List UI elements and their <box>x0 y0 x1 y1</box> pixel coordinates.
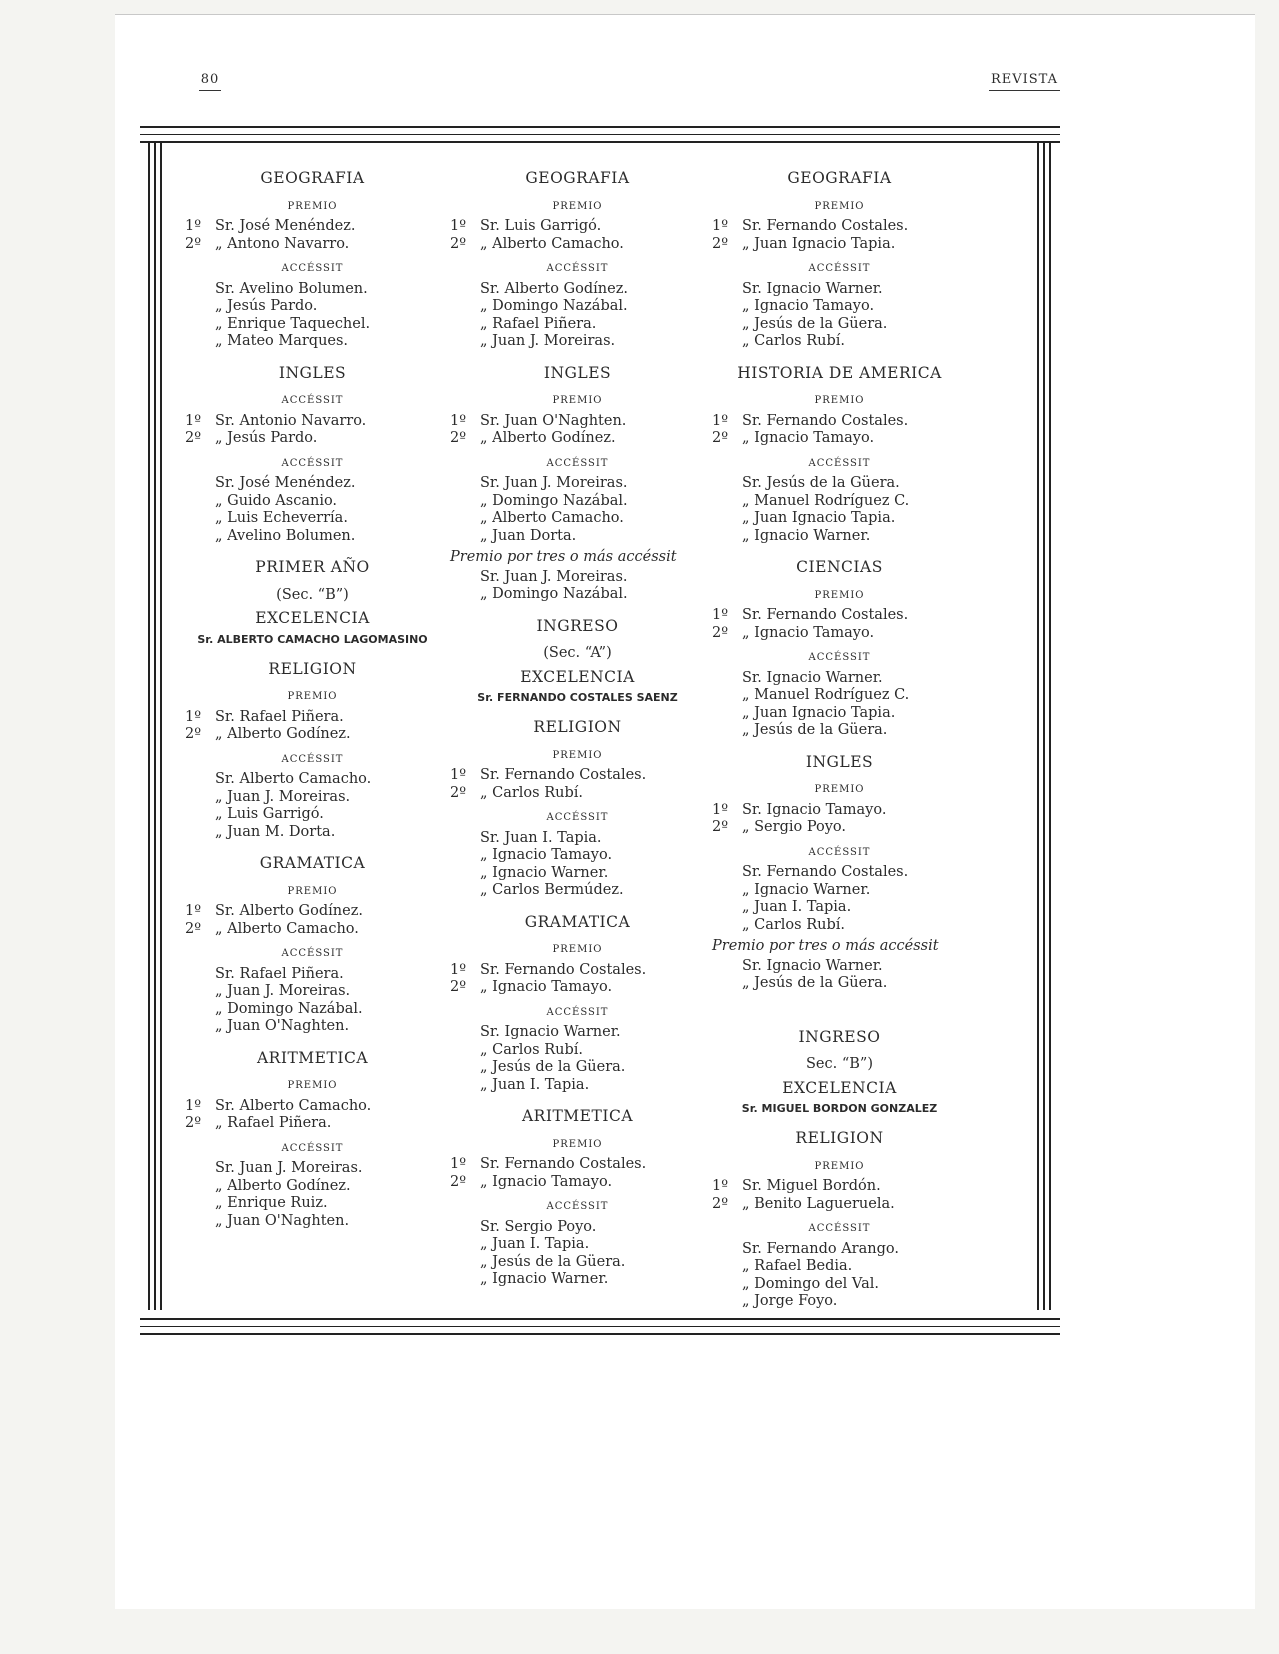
section-title: ARITMETICA <box>256 1048 369 1067</box>
award-entry <box>450 865 705 883</box>
award-entry <box>450 1236 705 1254</box>
award-label: ACCÉSSIT <box>808 457 871 469</box>
award-label: PREMIO <box>287 885 338 897</box>
awardee-name: „ Ignacio Tamayo. <box>742 430 875 446</box>
award-entry <box>185 510 440 528</box>
rank-label: 1º <box>185 218 202 234</box>
award-label: ACCÉSSIT <box>808 263 871 274</box>
awardee-name: „ Juan Ignacio Tapia. <box>742 235 896 252</box>
award-entry <box>450 1042 705 1060</box>
award-label: ACCÉSSIT <box>808 1223 871 1234</box>
award-entry <box>185 333 440 351</box>
award-entry <box>450 1271 705 1289</box>
awardee-name: „ Juan I. Tapia. <box>480 1236 590 1252</box>
awardee-name: „ Manuel Rodríguez C. <box>742 492 910 509</box>
award-entry <box>450 847 705 865</box>
awardee-name: Sr. Rafael Piñera. <box>215 708 344 725</box>
award-entry <box>450 569 705 587</box>
awardee-name: „ Carlos Rubí. <box>742 333 845 349</box>
awardee-name: „ Juan Ignacio Tapia. <box>742 704 896 721</box>
award-label: PREMIO <box>814 784 865 795</box>
awardee-name: „ Jesús de la Güera. <box>742 722 888 738</box>
rank-label: 1º <box>450 961 467 978</box>
award-entry <box>712 722 967 740</box>
award-entry <box>185 1213 440 1231</box>
award-entry <box>712 316 967 334</box>
awardee-name: Sr. Ignacio Warner. <box>742 957 883 974</box>
awardee-name: „ Avelino Bolumen. <box>215 527 356 544</box>
award-entry <box>712 1293 967 1311</box>
excelencia-heading: EXCELENCIA <box>520 667 635 686</box>
awardee-name: „ Carlos Bermúdez. <box>480 882 624 898</box>
excelencia-heading: EXCELENCIA <box>782 1078 897 1097</box>
rank-label: 2º <box>450 235 467 252</box>
column-2 <box>450 170 705 1289</box>
award-entry <box>712 281 967 299</box>
award-entry <box>185 824 440 842</box>
award-entry <box>450 1174 705 1192</box>
rank-label: 1º <box>450 767 467 783</box>
awardee-name: Sr. Luis Garrigó. <box>480 218 602 234</box>
column-1 <box>185 170 440 1230</box>
award-label: ACCÉSSIT <box>546 263 609 274</box>
excelencia-name: Sr. ALBERTO CAMACHO LAGOMASINO <box>197 632 428 646</box>
awardee-name: „ Jesús de la Güera. <box>742 315 888 332</box>
award-entry <box>712 510 967 528</box>
rank-label: 2º <box>450 784 467 801</box>
awardee-name: Sr. Juan J. Moreiras. <box>480 568 628 585</box>
awardee-name: „ Luis Garrigó. <box>215 806 324 822</box>
award-entry <box>450 430 705 448</box>
awardee-name: „ Ignacio Tamayo. <box>480 847 613 863</box>
award-label: PREMIO <box>287 691 338 702</box>
awardee-name: Sr. Miguel Bordón. <box>742 1178 881 1194</box>
awardee-name: „ Ignacio Warner. <box>480 1271 609 1287</box>
award-entry <box>185 1160 440 1178</box>
section-title: GEOGRAFIA <box>787 169 892 187</box>
awardee-name: Sr. José Menéndez. <box>215 218 356 234</box>
award-entry <box>712 607 967 625</box>
awardee-name: „ Domingo Nazábal. <box>480 586 628 602</box>
awardee-name: „ Alberto Godínez. <box>215 726 351 742</box>
award-entry <box>450 218 705 236</box>
award-label: PREMIO <box>287 1080 338 1091</box>
section-gap <box>712 993 967 1015</box>
awardee-name: „ Rafael Piñera. <box>215 1115 332 1131</box>
awardee-name: „ Juan J. Moreiras. <box>215 983 351 999</box>
award-entry <box>185 218 440 236</box>
award-entry <box>450 333 705 351</box>
left-vertical-bars <box>148 142 168 1310</box>
awardee-name: Sr. Fernando Costales. <box>480 767 647 783</box>
award-entry <box>450 767 705 785</box>
rank-label: 2º <box>185 1115 202 1131</box>
section-title: GRAMATICA <box>259 854 366 872</box>
awardee-name: „ Domingo Nazábal. <box>480 492 628 509</box>
column-3 <box>712 170 967 1311</box>
award-label: PREMIO <box>552 395 603 406</box>
rank-label: 1º <box>712 607 729 623</box>
award-label: ACCÉSSIT <box>281 457 344 469</box>
awardee-name: „ Jesús de la Güera. <box>742 975 888 991</box>
awardee-name: „ Juan I. Tapia. <box>742 899 852 915</box>
award-entry <box>185 1115 440 1133</box>
award-entry <box>185 281 440 299</box>
rank-label: 2º <box>450 1173 467 1190</box>
award-label: PREMIO <box>287 200 338 212</box>
special-award-label: Premio por tres o más accéssit <box>450 549 677 565</box>
special-award-label: Premio por tres o más accéssit <box>712 938 939 954</box>
award-entry <box>712 413 967 431</box>
awardee-name: Sr. Ignacio Tamayo. <box>742 801 887 818</box>
award-label: ACCÉSSIT <box>808 652 871 663</box>
awardee-name: Sr. Alberto Godínez. <box>215 903 363 919</box>
awardee-name: „ Mateo Marques. <box>215 333 349 349</box>
award-entry <box>712 975 967 993</box>
award-entry <box>185 1001 440 1019</box>
awardee-name: Sr. Sergio Poyo. <box>480 1218 597 1235</box>
awardee-name: Sr. Fernando Costales. <box>742 607 909 623</box>
rank-label: 2º <box>185 430 202 446</box>
award-label: PREMIO <box>552 1138 603 1150</box>
awardee-name: Sr. Juan O'Naghten. <box>480 412 627 429</box>
award-entry <box>185 493 440 511</box>
awardee-name: „ Juan Dorta. <box>480 527 577 544</box>
award-entry <box>185 726 440 744</box>
running-title: REVISTA <box>920 72 1060 91</box>
award-entry <box>712 218 967 236</box>
award-entry <box>712 430 967 448</box>
awardee-name: „ Enrique Ruiz. <box>215 1195 328 1211</box>
award-entry <box>185 903 440 921</box>
award-entry <box>450 785 705 803</box>
awardee-name: „ Juan J. Moreiras. <box>215 788 351 805</box>
rank-label: 2º <box>450 430 467 446</box>
section-title: HISTORIA DE AMERICA <box>737 363 942 382</box>
award-entry <box>712 1258 967 1276</box>
section-title: RELIGION <box>268 659 357 678</box>
award-entry <box>450 316 705 334</box>
award-entry <box>450 830 705 848</box>
award-label: ACCÉSSIT <box>281 263 344 274</box>
awardee-name: Sr. Alberto Godínez. <box>480 280 628 297</box>
award-entry <box>450 475 705 493</box>
excelencia-heading: EXCELENCIA <box>255 609 370 627</box>
award-entry <box>712 899 967 917</box>
award-entry <box>712 1241 967 1259</box>
awardee-name: „ Carlos Rubí. <box>480 1041 583 1058</box>
award-entry <box>185 789 440 807</box>
award-entry <box>185 966 440 984</box>
section-title: PRIMER AÑO <box>255 558 370 576</box>
rank-label: 2º <box>712 430 729 446</box>
awardee-name: „ Ignacio Tamayo. <box>480 979 613 995</box>
awardee-name: „ Juan M. Dorta. <box>215 823 336 840</box>
rank-label: 1º <box>185 903 202 919</box>
awardee-name: Sr. Fernando Costales. <box>480 1156 647 1172</box>
awardee-name: Sr. Ignacio Warner. <box>480 1024 621 1040</box>
page-number: 80 <box>160 72 260 91</box>
awardee-name: Sr. Avelino Bolumen. <box>215 280 368 297</box>
awardee-name: „ Manuel Rodríguez C. <box>742 687 910 703</box>
award-entry <box>185 430 440 448</box>
awardee-name: Sr. Alberto Camacho. <box>215 771 372 787</box>
awardee-name: „ Sergio Poyo. <box>742 819 846 835</box>
awardee-name: „ Alberto Godínez. <box>215 1177 351 1194</box>
awardee-name: Sr. Fernando Costales. <box>742 218 909 234</box>
section-subtitle: (Sec. “B”) <box>276 586 349 603</box>
awardee-name: „ Juan Ignacio Tapia. <box>742 510 896 526</box>
rank-label: 2º <box>450 979 467 995</box>
top-double-rule <box>140 126 1060 143</box>
award-label: ACCÉSSIT <box>808 846 871 858</box>
award-entry <box>450 882 705 900</box>
awardee-name: „ Alberto Camacho. <box>215 920 359 937</box>
awardee-name: Sr. Ignacio Warner. <box>742 669 883 686</box>
award-label: ACCÉSSIT <box>281 1142 344 1154</box>
awardee-name: „ Alberto Camacho. <box>480 235 624 252</box>
award-entry <box>185 709 440 727</box>
excelencia-name: Sr. FERNANDO COSTALES SAENZ <box>477 691 678 704</box>
awardee-name: Sr. Fernando Costales. <box>742 412 909 429</box>
awardee-name: „ Ignacio Warner. <box>480 864 609 881</box>
rank-label: 2º <box>185 726 202 742</box>
awardee-name: „ Benito Lagueruela. <box>742 1195 895 1212</box>
awardee-name: „ Ignacio Tamayo. <box>742 624 875 641</box>
awardee-name: „ Guido Ascanio. <box>215 492 338 509</box>
awardee-name: „ Jesús Pardo. <box>215 430 318 446</box>
award-entry <box>185 528 440 546</box>
awardee-name: „ Juan O'Naghten. <box>215 1212 350 1229</box>
rank-label: 1º <box>185 412 202 429</box>
award-entry <box>185 475 440 493</box>
rank-label: 2º <box>185 235 202 252</box>
award-label: ACCÉSSIT <box>546 812 609 823</box>
section-subtitle: Sec. “B”) <box>806 1056 873 1072</box>
rank-label: 2º <box>712 819 729 835</box>
award-entry <box>450 298 705 316</box>
bottom-double-rule <box>140 1318 1060 1335</box>
awardee-name: Sr. Rafael Piñera. <box>215 965 344 982</box>
section-title: GEOGRAFIA <box>260 169 365 187</box>
award-entry <box>450 1077 705 1095</box>
rank-label: 1º <box>712 218 729 234</box>
award-entry <box>185 1098 440 1116</box>
award-entry <box>712 802 967 820</box>
section-title: ARITMETICA <box>521 1107 634 1125</box>
excelencia-name: Sr. MIGUEL BORDON GONZALEZ <box>741 1102 938 1115</box>
awardee-name: „ Ignacio Warner. <box>742 527 871 544</box>
awardee-name: Sr. Juan J. Moreiras. <box>215 1160 363 1176</box>
award-entry <box>712 1276 967 1294</box>
awardee-name: „ Enrique Taquechel. <box>215 315 371 332</box>
rank-label: 1º <box>450 412 467 429</box>
award-entry <box>712 528 967 546</box>
awardee-name: „ Domingo Nazábal. <box>480 298 628 314</box>
rank-label: 1º <box>712 801 729 818</box>
award-entry <box>450 281 705 299</box>
awardee-name: „ Rafael Bedia. <box>742 1258 853 1274</box>
awardee-name: „ Ignacio Warner. <box>742 881 871 898</box>
award-entry <box>450 962 705 980</box>
award-entry <box>185 983 440 1001</box>
awardee-name: „ Ignacio Tamayo. <box>742 298 875 314</box>
award-entry <box>450 493 705 511</box>
award-label: ACCÉSSIT <box>546 457 609 469</box>
rank-label: 1º <box>185 708 202 725</box>
award-label: PREMIO <box>552 749 603 761</box>
award-entry <box>450 1024 705 1042</box>
awardee-name: Sr. Juan I. Tapia. <box>480 829 602 846</box>
award-label: ACCÉSSIT <box>281 948 344 959</box>
award-entry <box>450 236 705 254</box>
award-entry <box>185 298 440 316</box>
award-entry <box>185 1018 440 1036</box>
award-label: ACCÉSSIT <box>546 1006 609 1018</box>
rank-label: 1º <box>712 412 729 429</box>
right-vertical-bars <box>1037 142 1057 1310</box>
section-title: INGRESO <box>798 1027 881 1046</box>
awardee-name: Sr. Fernando Arango. <box>742 1240 899 1257</box>
awardee-name: „ Alberto Camacho. <box>480 510 624 526</box>
rank-label: 2º <box>185 920 202 937</box>
award-label: PREMIO <box>814 200 865 212</box>
awardee-name: „ Carlos Rubí. <box>480 784 583 801</box>
awardee-name: „ Ignacio Tamayo. <box>480 1173 613 1190</box>
award-entry <box>450 1219 705 1237</box>
award-entry <box>185 921 440 939</box>
award-entry <box>712 333 967 351</box>
award-entry <box>712 1196 967 1214</box>
award-entry <box>185 1195 440 1213</box>
awardee-name: Sr. José Menéndez. <box>215 475 356 491</box>
awardee-name: „ Luis Echeverría. <box>215 510 348 526</box>
award-entry <box>712 298 967 316</box>
rank-label: 2º <box>712 235 729 252</box>
awardee-name: „ Jesús de la Güera. <box>480 1059 626 1075</box>
award-entry <box>712 882 967 900</box>
award-entry <box>712 687 967 705</box>
award-entry <box>450 528 705 546</box>
award-entry <box>712 958 967 976</box>
awardee-name: „ Jesús de la Güera. <box>480 1253 626 1270</box>
awardee-name: „ Domingo del Val. <box>742 1275 879 1292</box>
award-entry <box>712 705 967 723</box>
awardee-name: Sr. Fernando Costales. <box>480 961 647 978</box>
rank-label: 1º <box>185 1097 202 1114</box>
rank-label: 2º <box>712 624 729 641</box>
award-entry <box>712 917 967 935</box>
award-entry <box>712 625 967 643</box>
section-title: GEOGRAFIA <box>525 169 630 187</box>
award-label: ACCÉSSIT <box>546 1201 609 1212</box>
section-title: INGLES <box>278 363 347 382</box>
rank-label: 1º <box>450 218 467 234</box>
award-entry <box>185 413 440 431</box>
section-title: CIENCIAS <box>796 558 883 576</box>
section-title: GRAMATICA <box>524 912 631 931</box>
awardee-name: „ Jesús Pardo. <box>215 298 318 314</box>
section-title: RELIGION <box>533 718 622 736</box>
section-title: INGRESO <box>536 616 619 635</box>
awardee-name: Sr. Jesús de la Güera. <box>742 475 900 491</box>
awardee-name: „ Domingo Nazábal. <box>215 1000 363 1017</box>
awardee-name: Sr. Ignacio Warner. <box>742 280 883 297</box>
awardee-name: „ Antono Navarro. <box>215 235 350 252</box>
section-title: INGLES <box>805 752 874 771</box>
award-label: PREMIO <box>814 589 865 601</box>
rank-label: 1º <box>450 1156 467 1172</box>
awardee-name: „ Carlos Rubí. <box>742 916 845 933</box>
award-entry <box>712 493 967 511</box>
award-entry <box>450 1156 705 1174</box>
award-entry <box>185 806 440 824</box>
award-entry <box>712 475 967 493</box>
award-entry <box>450 1254 705 1272</box>
award-label: PREMIO <box>814 395 865 406</box>
award-entry <box>185 236 440 254</box>
rank-label: 2º <box>712 1195 729 1212</box>
awardee-name: „ Alberto Godínez. <box>480 430 616 446</box>
award-entry <box>712 670 967 688</box>
awardee-name: „ Jorge Foyo. <box>742 1293 838 1309</box>
award-entry <box>450 413 705 431</box>
award-label: PREMIO <box>552 200 603 212</box>
awardee-name: „ Juan O'Naghten. <box>215 1018 350 1034</box>
awardee-name: Sr. Antonio Navarro. <box>215 412 367 429</box>
award-label: ACCÉSSIT <box>281 395 344 406</box>
award-entry <box>450 979 705 997</box>
awardee-name: „ Rafael Piñera. <box>480 315 597 332</box>
award-entry <box>712 819 967 837</box>
section-title: INGLES <box>543 363 612 382</box>
award-entry <box>450 586 705 604</box>
awardee-name: Sr. Alberto Camacho. <box>215 1097 372 1114</box>
award-entry <box>185 316 440 334</box>
award-label: PREMIO <box>814 1160 865 1172</box>
award-entry <box>712 864 967 882</box>
awardee-name: „ Juan J. Moreiras. <box>480 333 616 349</box>
award-entry <box>450 1059 705 1077</box>
award-entry <box>712 236 967 254</box>
section-title: RELIGION <box>795 1129 884 1147</box>
award-entry <box>450 510 705 528</box>
rank-label: 1º <box>712 1178 729 1194</box>
awardee-name: „ Juan I. Tapia. <box>480 1076 590 1093</box>
section-subtitle: (Sec. “A”) <box>543 645 612 661</box>
award-entry <box>185 771 440 789</box>
page-top-edge <box>115 14 1255 15</box>
award-label: PREMIO <box>552 944 603 955</box>
award-entry <box>185 1178 440 1196</box>
award-label: ACCÉSSIT <box>281 753 344 765</box>
awardee-name: Sr. Fernando Costales. <box>742 864 909 880</box>
award-entry <box>712 1178 967 1196</box>
awardee-name: Sr. Juan J. Moreiras. <box>480 475 628 491</box>
